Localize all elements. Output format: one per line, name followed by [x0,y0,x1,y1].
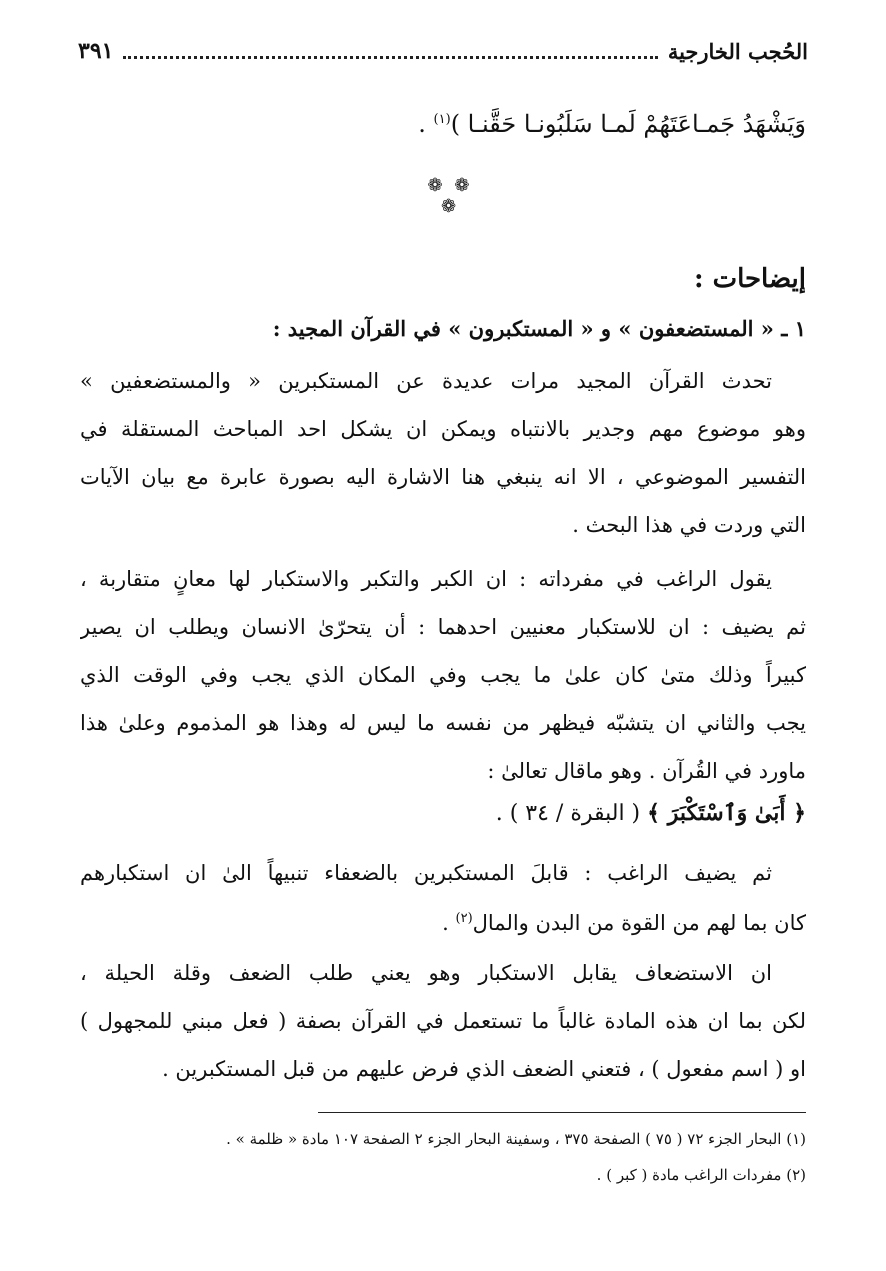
paragraph-3-line-2 [80,902,806,938]
paragraph-3-line-2-text: كان بما لهم من القوة من البدن والمال [472,911,806,935]
paragraph-2-line-4: يجب والثاني ان يتشبّه فيظهر من نفسه ما ليس له وهذا هو المذموم وعلىٰ هذا [80,711,806,735]
paragraph-3-tail: . [442,911,456,935]
footnote-ref-2[interactable]: (٢) [455,911,473,926]
section-title: إيضاحات : [693,264,806,294]
paragraph-2-line-1: يقول الراغب في مفرداته : ان الكبر والتكبر والاستكبار لها معانٍ متقاربة ، [80,567,772,591]
quran-reference: ( البقرة / ٣٤ ) . [495,801,648,826]
quran-citation [496,800,806,826]
paragraph-1-line-3: التفسير الموضوعي ، الا انه ينبغي هنا الاشارة اليه بصورة عابرة مع بيان الآيات [80,465,806,489]
footnote-divider [318,1112,806,1113]
running-header [78,34,808,68]
paragraph-2-line-3: كبيراً وذلك متىٰ كان علىٰ ما يجب وفي المكان الذي يجب وفي الوقت الذي [80,663,806,687]
paragraph-3-line-1: ثم يضيف الراغب : قابلَ المستكبرين بالضعفاء تنبيهاً الىٰ ان استكبارهم [80,861,772,885]
paragraph-1-line-4: التي وردت في هذا البحث . [572,513,806,537]
paragraph-2-line-2: ثم يضيف : ان للاستكبار معنيين احدهما : أن يتحرّىٰ الانسان ويطلب ان يصير [80,615,806,639]
quran-verse: ﴿ أَبَىٰ وَٱسْتَكْبَرَ ﴾ [647,800,806,826]
paragraph-4-line-1: ان الاستضعاف يقابل الاستكبار وهو يعني طلب الضعف وقلة الحيلة ، [80,961,772,985]
paragraph-4-line-2: لكن بما ان هذه المادة غالباً ما تستعمل في القرآن بصفة ( فعل مبني للمجهول ) [80,1009,806,1033]
paragraph-4-line-3: او ( اسم مفعول ) ، فتعني الضعف الذي فرض عليهم من قبل المستكبرين . [162,1057,806,1081]
footnote-1: (١) البحار الجزء ٧٢ ( ٧٥ ) الصفحة ٣٧٥ ، وسفينة البحار الجزء ٢ الصفحة ١٠٧ مادة « ظلمة » . [226,1130,806,1148]
verse-tail: . [418,110,434,138]
header-leader-dots [123,56,657,59]
footnote-2: (٢) مفردات الراغب مادة ( كبر ) . [596,1166,806,1184]
paragraph-1-line-2: وهو موضوع مهم وجدير بالانتباه ويمكن ان يشكل احد المباحث المستقلة في [80,417,806,441]
paragraph-1-line-1: تحدث القرآن المجيد مرات عديدة عن المستكبرين « والمستضعفين » [80,369,772,393]
header-title: الحُجب الخارجية [667,38,808,64]
page-number: ٣٩١ [78,38,114,64]
verse-ending [418,110,806,138]
verse-text: وَيَشْهَدُ جَمـاعَتَهُمْ لَمـا سَلَبُونـا حَقَّنـا ) [450,110,806,138]
section-subtitle: ١ ـ « المستضعفون » و « المستكبرون » في القرآن المجيد : [272,316,806,341]
section-separator: ❁ ❁ ❁ [427,175,473,217]
paragraph-2-line-5: ماورد في القُرآن . وهو ماقال تعالىٰ : [487,759,806,783]
footnote-ref-1[interactable]: (١) [433,112,451,127]
